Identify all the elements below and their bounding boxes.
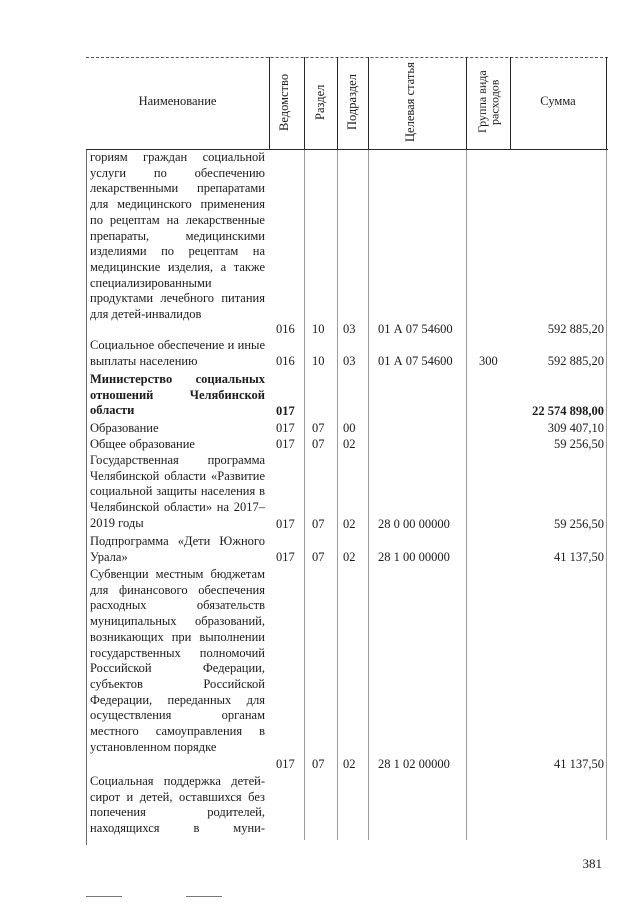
row-name: Государственная программа Челябинской области «Развитие социальной защиты населения в Челябинской области» на 2017–2019 годы xyxy=(90,453,265,530)
header-vedomstvo: Ведомство xyxy=(277,73,291,131)
table-row xyxy=(0,338,640,370)
row-celevaya: 28 1 02 00000 xyxy=(378,757,450,772)
col-divider xyxy=(337,57,338,149)
row-name: Министерство социальных отношений Челябинской области xyxy=(90,372,265,418)
row-summa: 59 256,50 xyxy=(554,437,604,452)
row-podrazdel: 02 xyxy=(343,757,356,772)
header-gruppa-text: Группа вида расходов xyxy=(475,70,502,134)
row-vedomstvo: 017 xyxy=(276,404,295,419)
row-podrazdel: 02 xyxy=(343,517,356,532)
header-summa: Сумма xyxy=(540,94,576,108)
header-celevaya-text: Целевая статья xyxy=(403,62,417,142)
row-podrazdel: 02 xyxy=(343,437,356,452)
table-row xyxy=(0,567,640,773)
row-celevaya: 28 1 00 00000 xyxy=(378,550,450,565)
header-podrazdel: Подраздел xyxy=(345,74,359,130)
table-row xyxy=(0,437,640,453)
footer-mark xyxy=(86,896,122,897)
row-vedomstvo: 017 xyxy=(276,517,295,532)
header-celevaya xyxy=(404,62,430,142)
row-name: Социальное обеспечение и иные выплаты населению xyxy=(90,338,265,368)
row-gruppa: 300 xyxy=(479,354,498,369)
row-vedomstvo: 016 xyxy=(276,322,295,337)
table-row xyxy=(0,534,640,566)
row-summa: 309 407,10 xyxy=(547,421,604,436)
col-divider xyxy=(606,57,607,149)
row-summa: 592 885,20 xyxy=(547,354,604,369)
table-row xyxy=(0,150,640,338)
row-celevaya: 28 0 00 00000 xyxy=(378,517,450,532)
table-row xyxy=(0,421,640,437)
row-razdel: 07 xyxy=(312,517,325,532)
row-razdel: 07 xyxy=(312,421,325,436)
row-name: гориям граждан социальной услуги по обеспечению лекарственными препаратами для медицинского применения по рецептам на лекарственные препараты, медицинскими изделиями по рецептам на медицинские изделия, а также специализированными продуктами лечебного питания для детей-инвалидов xyxy=(90,150,265,322)
row-summa: 59 256,50 xyxy=(554,517,604,532)
row-razdel: 10 xyxy=(312,354,325,369)
table-row xyxy=(0,453,640,533)
row-summa: 592 885,20 xyxy=(547,322,604,337)
row-vedomstvo: 017 xyxy=(276,550,295,565)
row-vedomstvo: 017 xyxy=(276,437,295,452)
row-name: Общее образование xyxy=(90,437,195,451)
row-name: Подпрограмма «Дети Южного Урала» xyxy=(90,534,265,564)
row-celevaya: 01 А 07 54600 xyxy=(378,322,453,337)
col-divider xyxy=(304,57,305,149)
row-summa: 41 137,50 xyxy=(554,757,604,772)
row-podrazdel: 03 xyxy=(343,322,356,337)
table-row xyxy=(0,372,640,420)
row-podrazdel: 00 xyxy=(343,421,356,436)
row-name: Образование xyxy=(90,421,159,435)
page-number: 381 xyxy=(582,856,602,871)
row-vedomstvo: 017 xyxy=(276,421,295,436)
footer-mark xyxy=(186,896,222,897)
row-summa: 22 574 898,00 xyxy=(532,404,604,419)
col-divider xyxy=(368,57,369,149)
row-podrazdel: 03 xyxy=(343,354,356,369)
row-vedomstvo: 017 xyxy=(276,757,295,772)
row-summa: 41 137,50 xyxy=(554,550,604,565)
header-name: Наименование xyxy=(138,94,217,108)
header-razdel: Раздел xyxy=(313,84,327,120)
col-divider xyxy=(510,57,511,149)
row-vedomstvo: 016 xyxy=(276,354,295,369)
row-razdel: 10 xyxy=(312,322,325,337)
row-razdel: 07 xyxy=(312,550,325,565)
row-celevaya: 01 А 07 54600 xyxy=(378,354,453,369)
row-name: Социальная поддержка детей-сирот и детей, оставшихся без попечения родителей, находящихся в муни- xyxy=(90,774,265,836)
col-divider xyxy=(466,57,467,149)
row-razdel: 07 xyxy=(312,437,325,452)
row-podrazdel: 02 xyxy=(343,550,356,565)
table-row xyxy=(0,774,640,840)
col-divider xyxy=(269,57,270,149)
row-name: Субвенции местным бюджетам для финансового обеспечения расходных обязательств муниципальных образований, возникающих при выполнении государственных полномочий Российской Федерации, субъектов Российской Федерации, переданных для осуществления органам местного самоуправления в установленном порядке xyxy=(90,567,265,754)
row-razdel: 07 xyxy=(312,757,325,772)
header-top-rule xyxy=(86,57,608,58)
header-gruppa xyxy=(476,60,504,144)
